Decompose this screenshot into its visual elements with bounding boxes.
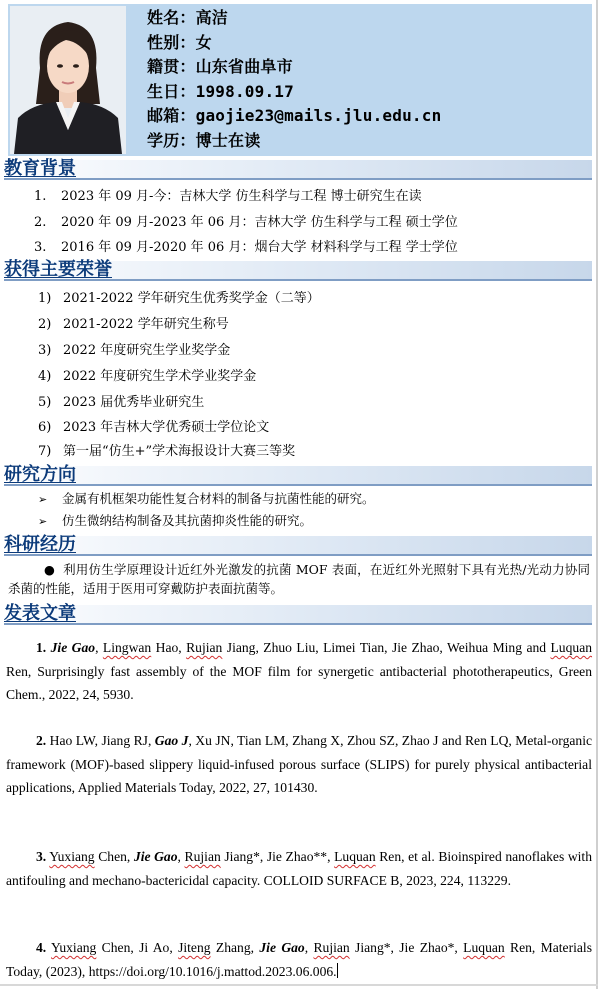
publication-item: 2. Hao LW, Jiang RJ, Gao J, Xu JN, Tian LM, Zhang X, Zhou SZ, Zhao J and Ren LQ, Metal-organic framework (MOF)-based slippery liquid-infused porous surface (SLIPS) for purely physical antibacterial applications, Applied Materials Today, 2022, 27, 101430. [6, 733, 593, 795]
publication-item: 1. Jie Gao, Lingwan Hao, Rujian Jiang, Zhuo Liu, Limei Tian, Jie Zhao, Weihua Ming and Luquan Ren, Surprisingly fast assembly of the MOF film for synergetic antibacterial phototherapeutics, Green Chem., 2022, 24, 5930. [6, 640, 593, 702]
email-value[interactable]: gaojie23@mails.jlu.edu.cn [195, 106, 442, 126]
experience-item: ● 利用仿生学原理设计近红外光激发的抗菌 MOF 表面，在近红外光照射下具有光热/光动力协同杀菌的性能，适用于医用可穿戴防护表面抗菌等。 [8, 562, 590, 596]
honor-item: 7) 第一届“仿生+”学术海报设计大赛三等奖 [38, 444, 296, 459]
profile-photo [10, 6, 126, 154]
section-title: 科研经历 [4, 534, 76, 555]
section-title: 教育背景 [4, 158, 76, 179]
research-item: ➢ 金属有机框架功能性复合材料的制备与抗菌性能的研究。 [38, 490, 375, 509]
publication-item: 4. Yuxiang Chen, Ji Ao, Jiteng Zhang, Jie Gao, Rujian Jiang*, Jie Zhao*, Luquan Ren, Materials Today, (2023), https://doi.org/10.1016/j.mattod.2023.06.006. [6, 940, 592, 979]
research-item: ➢ 仿生微纳结构制备及其抗菌抑炎性能的研究。 [38, 512, 312, 531]
honor-item: 4) 2022 年度研究生学术学业奖学金 [38, 369, 257, 384]
gender-row: 性别：女 [147, 32, 212, 52]
name-row: 姓名：高洁 [147, 8, 229, 27]
author-highlight: Jie Gao [259, 940, 305, 955]
honor-item: 2) 2021-2022 学年研究生称号 [38, 317, 229, 332]
education-item: 2. 2020 年 09 月-2023 年 06 月：吉林大学 仿生科学与工程 硕士学位 [34, 215, 458, 230]
gender-value: 女 [195, 32, 212, 52]
section-publications [4, 603, 592, 625]
hometown-row: 籍贯：山东省曲阜市 [147, 57, 293, 77]
section-title: 发表文章 [4, 603, 76, 624]
education-item: 1. 2023 年 09 月-今：吉林大学 仿生科学与工程 博士研究生在读 [34, 189, 422, 204]
author-highlight: Jie Gao [133, 849, 178, 864]
honor-item: 1) 2021-2022 学年研究生优秀奖学金（二等） [38, 291, 320, 306]
page-border [596, 0, 598, 989]
author-highlight: Gao J [154, 733, 189, 748]
section-education [4, 158, 592, 180]
email-row: 邮箱：gaojie23@mails.jlu.edu.cn [147, 106, 442, 126]
honor-item: 5) 2023 届优秀毕业研究生 [38, 395, 205, 410]
birthday-row: 生日：1998.09.17 [147, 81, 294, 101]
round-bullet-icon: ● [44, 562, 56, 577]
birthday-value: 1998.09.17 [195, 81, 294, 101]
arrow-bullet-icon: ➢ [38, 515, 48, 528]
section-title: 研究方向 [4, 464, 76, 485]
text-cursor [337, 963, 338, 978]
degree-row: 学历：博士在读 [147, 130, 261, 150]
section-title: 获得主要荣誉 [4, 259, 112, 280]
name-value: 高洁 [195, 8, 229, 27]
section-honors [4, 259, 592, 281]
section-experience [4, 534, 592, 556]
arrow-bullet-icon: ➢ [38, 493, 48, 506]
profile-info [147, 6, 441, 154]
author-highlight: Jie Gao [50, 640, 96, 655]
honor-item: 6) 2023 年吉林大学优秀硕士学位论文 [38, 420, 270, 435]
page-bottom-border [0, 984, 598, 986]
publication-item: 3. Yuxiang Chen, Jie Gao, Rujian Jiang*, Jie Zhao**, Luquan Ren, et al. Bioinspired nanoflakes with antifouling and mechano-bactericidal capacity. COLLOID SURFACE B, 2023, 224, 113229. [6, 849, 593, 888]
degree-value: 博士在读 [195, 130, 261, 150]
profile-header [8, 4, 592, 156]
section-research [4, 464, 592, 486]
hometown-value: 山东省曲阜市 [195, 57, 293, 77]
education-item: 3. 2016 年 09 月-2020 年 06 月：烟台大学 材料科学与工程 学士学位 [34, 240, 458, 255]
honor-item: 3) 2022 年度研究生学业奖学金 [38, 343, 231, 358]
